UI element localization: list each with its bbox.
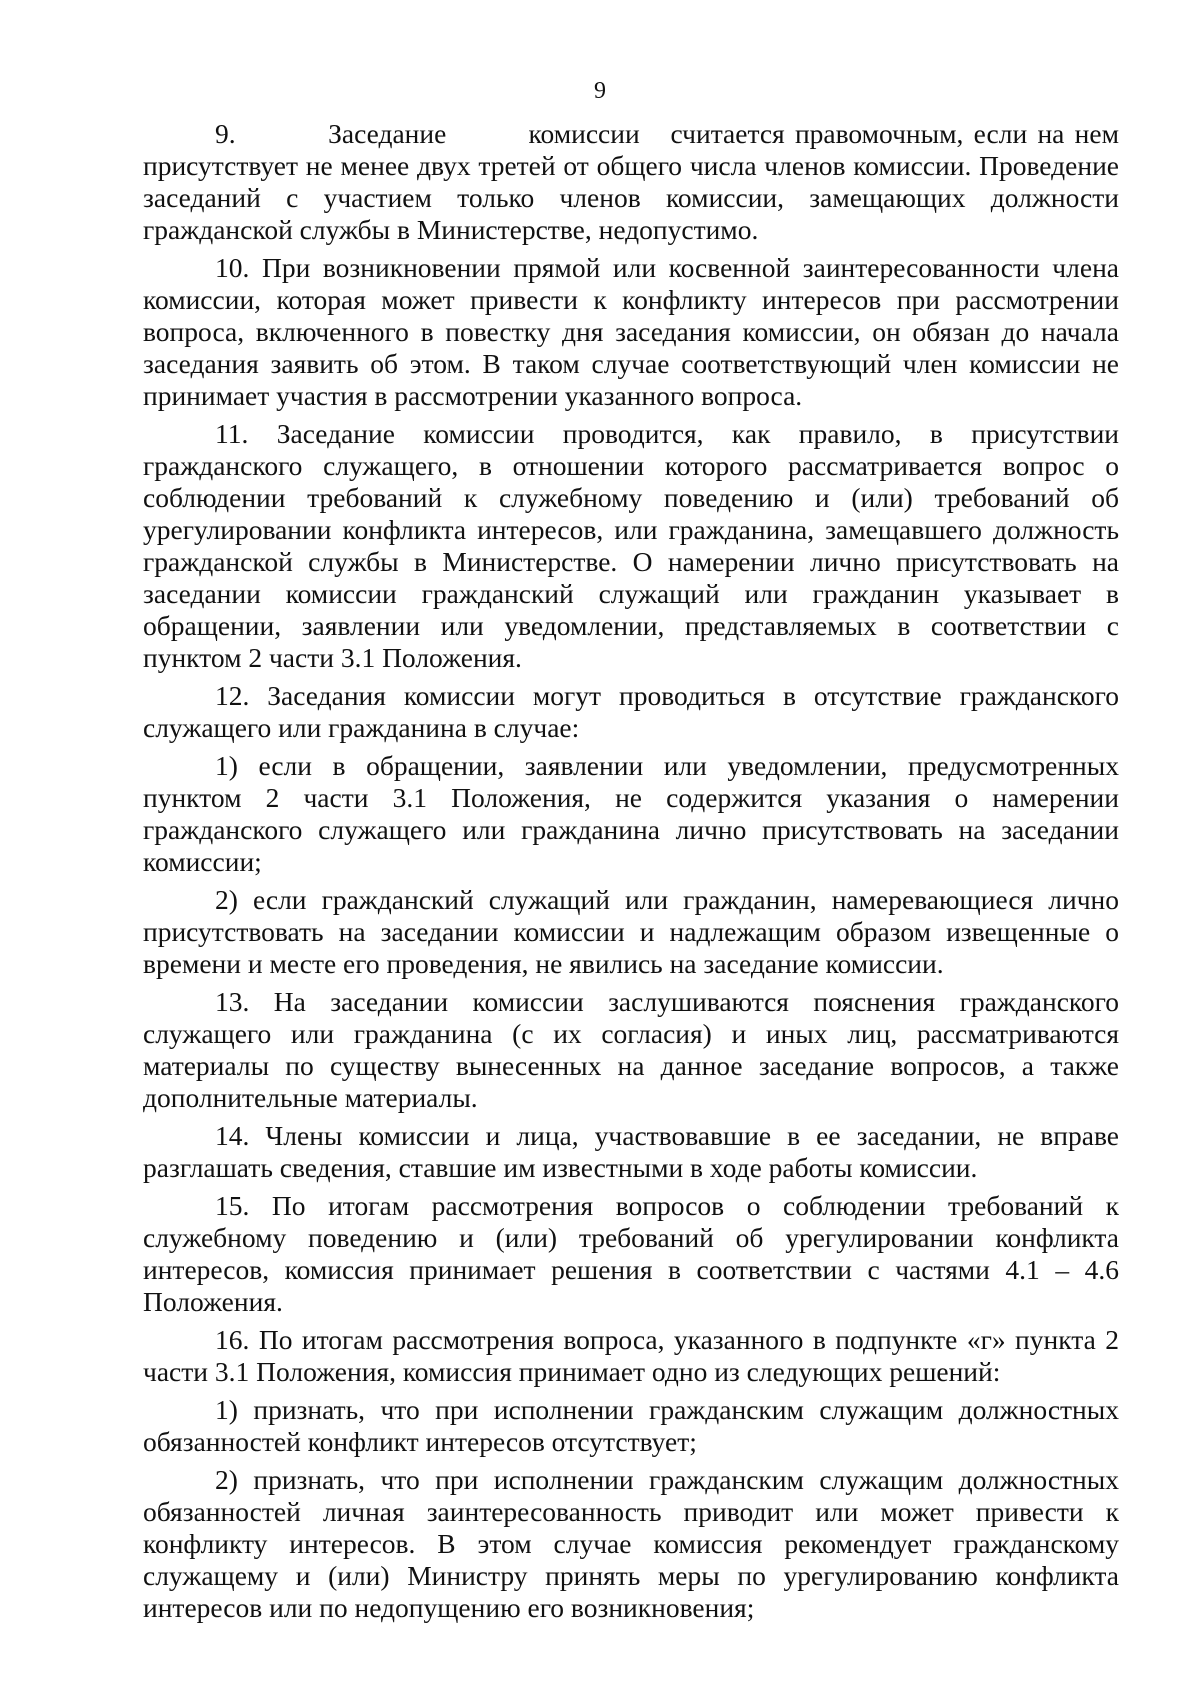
paragraph-item-16-subitem-1: 1) признать, что при исполнении гражданским служащим должностных обязанностей конфликт интересов отсутствует; [143, 1394, 1119, 1457]
document-body [143, 118, 1119, 1630]
paragraph-item-12-subitem-1: 1) если в обращении, заявлении или уведомлении, предусмотренных пунктом 2 части 3.1 Положения, не содержится указания о намерении гражданского служащего или гражданина лично присутствовать на заседании комиссии; [143, 750, 1119, 877]
paragraph-item-13: 13. На заседании комиссии заслушиваются пояснения гражданского служащего или гражданина (с их согласия) и иных лиц, рассматриваются материалы по существу вынесенных на данное заседание вопросов, а также дополнительные материалы. [143, 986, 1119, 1113]
page-number: 9 [594, 78, 606, 104]
paragraph-item-10: 10. При возникновении прямой или косвенной заинтересованности члена комиссии, которая может привести к конфликту интересов при рассмотрении вопроса, включенного в повестку дня заседания комиссии, он обязан до начала заседания заявить об этом. В таком случае соответствующий член комиссии не принимает участия в рассмотрении указанного вопроса. [143, 252, 1119, 411]
paragraph-item-16-subitem-2: 2) признать, что при исполнении гражданским служащим должностных обязанностей личная заинтересованность приводит или может привести к конфликту интересов. В этом случае комиссия рекомендует гражданскому служащему и (или) Министру принять меры по урегулированию конфликта интересов или по недопущению его возникновения; [143, 1464, 1119, 1623]
paragraph-item-16: 16. По итогам рассмотрения вопроса, указанного в подпункте «г» пункта 2 части 3.1 Положения, комиссия принимает одно из следующих решений: [143, 1324, 1119, 1387]
paragraph-item-9: 9. Заседание комиссии считается правомочным, если на нем присутствует не менее двух третей от общего числа членов комиссии. Проведение заседаний с участием только членов комиссии, замещающих должности гражданской службы в Министерстве, недопустимо. [143, 118, 1119, 245]
paragraph-item-12-subitem-2: 2) если гражданский служащий или гражданин, намеревающиеся лично присутствовать на заседании комиссии и надлежащим образом извещенные о времени и месте его проведения, не явились на заседание комиссии. [143, 884, 1119, 979]
paragraph-item-11: 11. Заседание комиссии проводится, как правило, в присутствии гражданского служащего, в отношении которого рассматривается вопрос о соблюдении требований к служебному поведению и (или) требований об урегулировании конфликта интересов, или гражданина, замещавшего должность гражданской службы в Министерстве. О намерении лично присутствовать на заседании комиссии гражданский служащий или гражданин указывает в обращении, заявлении или уведомлении, представляемых в соответствии с пунктом 2 части 3.1 Положения. [143, 418, 1119, 673]
paragraph-item-14: 14. Члены комиссии и лица, участвовавшие в ее заседании, не вправе разглашать сведения, ставшие им известными в ходе работы комиссии. [143, 1120, 1119, 1183]
paragraph-item-12: 12. Заседания комиссии могут проводиться в отсутствие гражданского служащего или гражданина в случае: [143, 680, 1119, 743]
paragraph-item-15: 15. По итогам рассмотрения вопросов о соблюдении требований к служебному поведению и (или) требований об урегулировании конфликта интересов, комиссия принимает решения в соответствии с частями 4.1 – 4.6 Положения. [143, 1190, 1119, 1317]
